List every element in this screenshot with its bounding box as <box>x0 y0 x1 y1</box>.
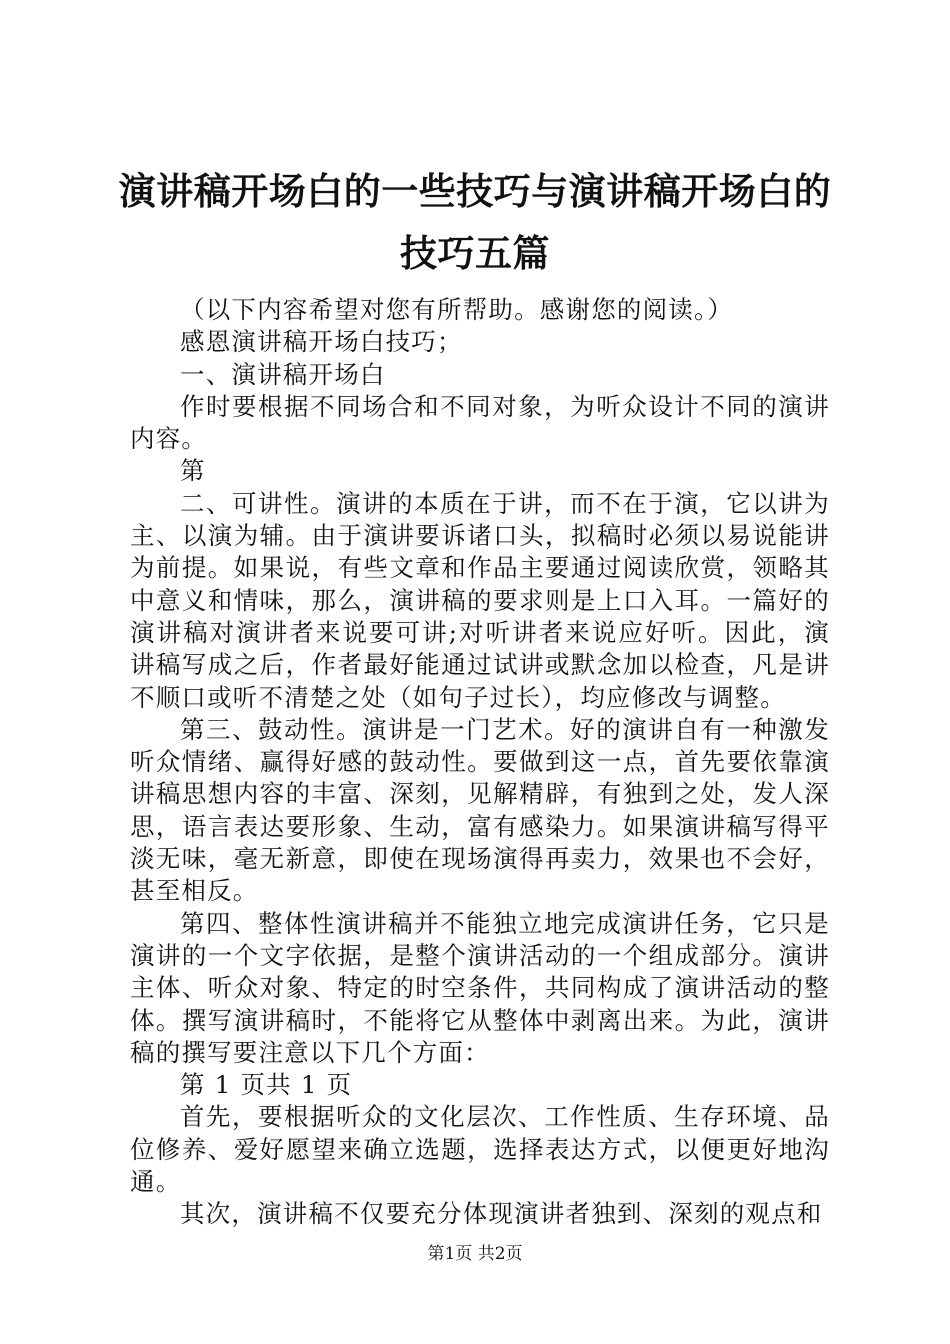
paragraph: 其次，演讲稿不仅要充分体现演讲者独到、深刻的观点和 <box>180 1199 823 1229</box>
paragraph: 第四、整体性演讲稿并不能独立地完成演讲任务，它只是演讲的一个文字依据，是整个演讲活动的一个组成部分。演讲主体、听众对象、特定的时空条件，共同构成了演讲活动的整体。撰写演讲稿时，不能将它从整体中剥离出来。为此，演讲稿的撰写要注意以下几个方面： <box>130 908 830 1067</box>
paragraph: 二、可讲性。演讲的本质在于讲，而不在于演，它以讲为主、以演为辅。由于演讲要诉诸口头，拟稿时必须以易说能讲为前提。如果说，有些文章和作品主要通过阅读欣赏，领略其中意义和情味，那么，演讲稿的要求则是上口入耳。一篇好的演讲稿对演讲者来说要可讲;对听讲者来说应好听。因此，演讲稿写成之后，作者最好能通过试讲或默念加以检查，凡是讲不顺口或听不清楚之处（如句子过长），均应修改与调整。 <box>130 488 830 712</box>
paragraph: 作时要根据不同场合和不同对象，为听众设计不同的演讲内容。 <box>130 391 830 454</box>
paragraph: 首先，要根据听众的文化层次、工作性质、生存环境、品位修养、爱好愿望来确立选题，选择表达方式，以便更好地沟通。 <box>130 1102 830 1197</box>
intro-note: （以下内容希望对您有所帮助。感谢您的阅读。） <box>180 295 734 324</box>
paragraph: 第三、鼓动性。演讲是一门艺术。好的演讲自有一种激发听众情绪、赢得好感的鼓动性。要做到这一点，首先要依靠演讲稿思想内容的丰富、深刻，见解精辟，有独到之处，发人深思，语言表达要形象、生动，富有感染力。如果演讲稿写得平淡无味，毫无新意，即使在现场演得再卖力，效果也不会好，甚至相反。 <box>130 714 830 906</box>
document-body <box>130 294 830 1231</box>
paragraph: 感恩演讲稿开场白技巧； <box>180 327 463 357</box>
page-footer: 第1页 共2页 <box>427 1244 523 1264</box>
inline-page-marker: 第 1 页共 1 页 <box>180 1070 353 1100</box>
paragraph: 第 <box>180 456 206 486</box>
document-title: 演讲稿开场白的一些技巧与演讲稿开场白的技巧五篇 <box>118 169 832 275</box>
paragraph: 一、演讲稿开场白 <box>180 359 386 389</box>
